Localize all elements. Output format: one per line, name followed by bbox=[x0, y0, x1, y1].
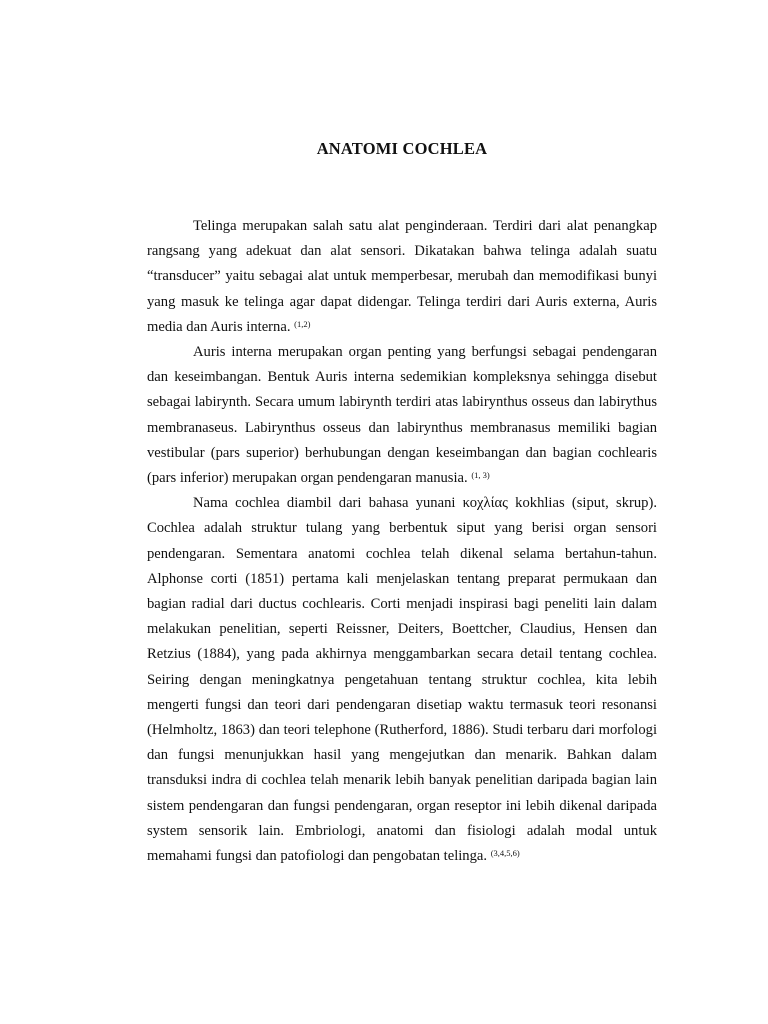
paragraph-text: Auris interna merupakan organ penting yang berfungsi sebagai pendengaran dan keseimbangan. Bentuk Auris interna sedemikian kompleksnya sehingga disebut sebagai labirynth. Secara umum labirynth terdiri atas labirynthus osseus dan labirythus membranaseus. Labirynthus osseus dan labirynthus membranasus memiliki bagian vestibular (pars superior) berhubungan dengan keseimbangan dan bagian cochlearis (pars inferior) merupakan organ pendengaran manusia. bbox=[147, 344, 657, 487]
paragraph-intro bbox=[147, 214, 657, 340]
body-text bbox=[147, 214, 657, 869]
paragraph-text: Telinga merupakan salah satu alat penginderaan. Terdiri dari alat penangkap rangsang yang adekuat dan alat sensori. Dikatakan bahwa telinga adalah suatu “transducer” yaitu sebagai alat untuk memperbesar, merubah dan memodifikasi bunyi yang masuk ke telinga agar dapat didengar. Telinga terdiri dari Auris externa, Auris media dan Auris interna. bbox=[147, 218, 657, 335]
page-title: ANATOMI COCHLEA bbox=[316, 139, 488, 158]
paragraph-cochlea bbox=[147, 491, 657, 869]
paragraph-text: Nama cochlea diambil dari bahasa yunani κοχλίας kokhlias (siput, skrup). Cochlea adalah struktur tulang yang berbentuk siput yang berisi organ sensori pendengaran. Sementara anatomi cochlea telah dikenal selama bertahun-tahun. Alphonse corti (1851) pertama kali menjelaskan tentang preparat permukaan dan bagian radial dari ductus cochlearis. Corti menjadi inspirasi bagi peneliti lain dalam melakukan penelitian, seperti Reissner, Deiters, Boettcher, Claudius, Hensen dan Retzius (1884), yang pada akhirnya menggambarkan secara detail tentang cochlea. Seiring dengan meningkatnya pengetahuan tentang struktur cochlea, kita lebih mengerti fungsi dan teori dari pendengaran disetiap waktu termasuk teori resonansi (Helmholtz, 1863) dan teori telephone (Rutherford, 1886). Studi terbaru dari morfologi dan fungsi menunjukkan hasil yang mengejutkan dan menarik. Bahkan dalam transduksi indra di cochlea telah menarik lebih banyak penelitian daripada bagian lain sistem pendengaran dan fungsi pendengaran, organ reseptor ini lebih dikenal daripada system sensorik lain. Embriologi, anatomi dan fisiologi adalah modal untuk memahami fungsi dan patofiologi dan pengobatan telinga. bbox=[147, 495, 657, 865]
citation-marker: (3,4,5,6) bbox=[490, 848, 520, 859]
paragraph-auris-interna bbox=[147, 340, 657, 491]
citation-marker: (1,2) bbox=[294, 318, 311, 329]
citation-marker: (1, 3) bbox=[471, 470, 490, 481]
